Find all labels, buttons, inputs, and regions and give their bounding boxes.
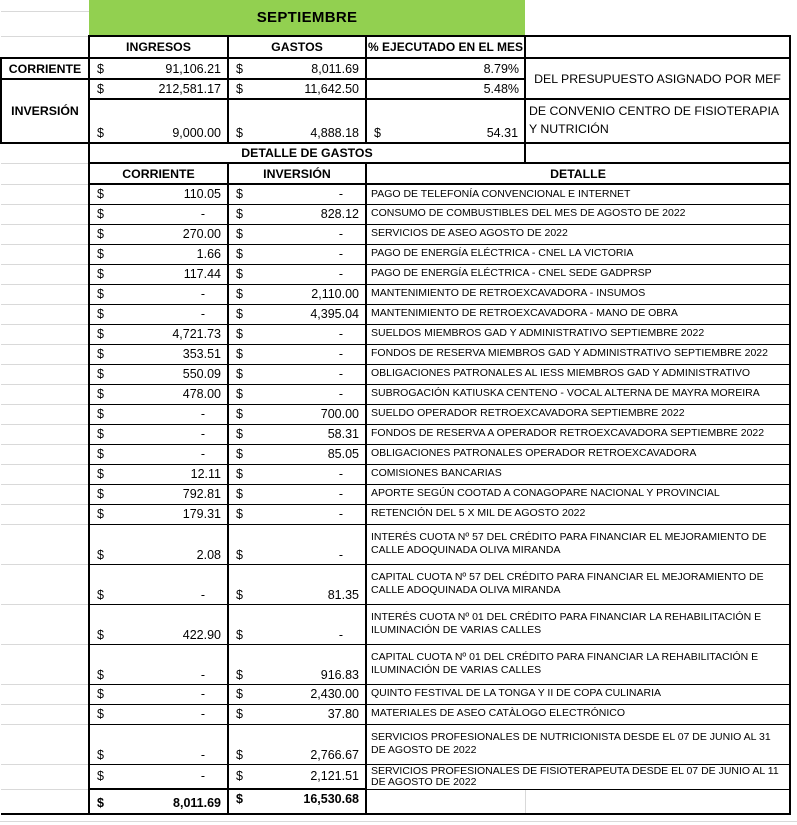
amount-value: 792.81 [182,487,221,501]
detail-description-cell[interactable]: CAPITAL CUOTA Nº 01 DEL CRÉDITO PARA FINANCIAR LA REHABILITACIÓN E ILUMINACIÓN DE VARIAS CALLES [366,644,790,684]
amount-value: - [338,327,343,341]
detail-description-cell[interactable]: RETENCIÓN DEL 5 X MIL DE AGOSTO 2022 [366,504,790,524]
detail-row [1,684,790,704]
currency-symbol: $ [236,747,243,762]
amount-value: 85.05 [327,447,359,461]
corriente-ejecutado-cell[interactable]: 8.79% [366,58,525,79]
amount-value: - [338,387,343,401]
amount-value: - [338,487,343,501]
gutter-cell[interactable] [1,364,89,384]
amount-value: - [200,687,205,701]
amount-value: - [338,187,343,202]
gutter-cell[interactable] [1,304,89,324]
inversion-mef-gastos-cell[interactable] [228,79,366,99]
detail-row [1,184,790,204]
detail-corriente-amount-cell[interactable] [89,344,228,364]
currency-symbol: $ [97,126,104,140]
detail-inversion-amount-cell[interactable] [228,364,366,384]
currency-symbol: $ [236,427,243,441]
detail-inversion-amount-cell[interactable] [228,224,366,244]
amount-value: 12.11 [190,467,221,481]
detail-corriente-amount-cell[interactable] [89,444,228,464]
gastos-header-cell[interactable]: GASTOS [228,36,366,58]
detail-corriente-amount-cell[interactable] [89,424,228,444]
gutter-cell[interactable] [1,604,89,644]
detail-description-cell[interactable]: SERVICIOS DE ASEO AGOSTO DE 2022 [366,224,790,244]
currency-symbol: $ [236,587,243,602]
amount-value: 270.00 [182,227,221,241]
gutter-cell[interactable] [1,143,89,163]
currency-symbol: $ [236,769,243,784]
total-value: 8,011.69 [173,796,221,811]
currency-symbol: $ [97,267,104,281]
currency-symbol: $ [97,207,104,221]
detail-inversion-amount-cell[interactable] [228,684,366,704]
gutter-cell[interactable] [1,36,89,58]
detail-detalle-header-cell[interactable]: DETALLE [366,163,790,184]
amount-value: 2.08 [196,547,221,562]
amount-value: - [200,447,205,461]
currency-symbol: $ [236,187,243,202]
gutter-cell[interactable] [1,163,89,184]
inversion-row-label[interactable]: INVERSIÓN [1,79,89,143]
detail-description-cell[interactable]: PAGO DE TELEFONÍA CONVENCIONAL E INTERNET [366,184,790,204]
currency-symbol: $ [236,227,243,241]
detail-corriente-amount-cell[interactable] [89,644,228,684]
detail-inversion-amount-cell[interactable] [228,264,366,284]
detail-description-cell[interactable]: CONSUMO DE COMBUSTIBLES DEL MES DE AGOSTO DE 2022 [366,204,790,224]
detail-inversion-amount-cell[interactable] [228,524,366,564]
detail-description-cell[interactable]: QUINTO FESTIVAL DE LA TONGA Y II DE COPA CULINARIA [366,684,790,704]
gutter-cell[interactable] [1,324,89,344]
currency-symbol: $ [97,796,104,811]
amount-value: 2,110.00 [311,287,359,301]
detail-description-cell[interactable]: PAGO DE ENERGÍA ELÉCTRICA - CNEL LA VICTORIA [366,244,790,264]
gutter-cell[interactable] [1,484,89,504]
currency-symbol: $ [97,587,104,602]
amount-value: - [338,507,343,521]
detail-inversion-amount-cell[interactable] [228,184,366,204]
gutter-cell[interactable] [1,564,89,604]
detail-corriente-amount-cell[interactable] [89,504,228,524]
gutter-cell[interactable] [1,724,89,764]
amount-value: 8,011.69 [311,61,359,76]
gutter-cell[interactable] [1,464,89,484]
detail-inversion-amount-cell[interactable] [228,444,366,464]
currency-symbol: $ [97,347,104,361]
inversion-convenio-gastos-cell[interactable] [228,99,366,143]
month-header-cell[interactable]: SEPTIEMBRE [89,0,525,36]
detail-inversion-amount-cell[interactable] [228,324,366,344]
detail-corriente-amount-cell[interactable] [89,724,228,764]
currency-symbol: $ [97,487,104,501]
amount-value: 37.80 [327,707,359,721]
detail-inversion-amount-cell[interactable] [228,564,366,604]
currency-symbol: $ [97,407,104,421]
detail-corriente-amount-cell[interactable] [89,244,228,264]
gutter-cell[interactable] [1,244,89,264]
detail-inversion-amount-cell[interactable] [228,484,366,504]
amount-value: - [200,769,205,784]
detail-inversion-amount-cell[interactable] [228,344,366,364]
detail-description-cell[interactable]: APORTE SEGÚN COOTAD A CONAGOPARE NACIONAL Y PROVINCIAL [366,484,790,504]
amount-value: - [338,467,343,481]
detail-inversion-amount-cell[interactable] [228,704,366,724]
currency-symbol: $ [97,327,104,341]
currency-symbol: $ [236,467,243,481]
gutter-cell[interactable] [1,704,89,724]
detail-inversion-amount-cell[interactable] [228,284,366,304]
total-inversion-cell[interactable] [228,789,366,814]
detail-row [1,204,790,224]
currency-symbol: $ [97,707,104,721]
detail-row [1,384,790,404]
corriente-ingresos-cell[interactable] [89,58,228,79]
detail-corriente-amount-cell[interactable] [89,764,228,789]
currency-symbol: $ [236,707,243,721]
currency-symbol: $ [236,407,243,421]
detail-description-cell[interactable]: INTERÉS CUOTA Nº 01 DEL CRÉDITO PARA FINANCIAR LA REHABILITACIÓN E ILUMINACIÓN DE VARIAS CALLES [366,604,790,644]
detail-row [1,444,790,464]
currency-symbol: $ [236,627,243,642]
amount-value: - [338,227,343,241]
detail-description-cell[interactable]: CAPITAL CUOTA Nº 57 DEL CRÉDITO PARA FINANCIAR EL MEJORAMIENTO DE CALLE ADOQUINADA OLIVA MIRANDA [366,564,790,604]
totals-blank-cell[interactable] [366,789,790,814]
total-value: 16,530.68 [303,792,359,807]
gutter-cell[interactable] [1,524,89,564]
blank-bordered-cell[interactable] [525,36,790,58]
amount-value: 179.31 [182,507,221,521]
amount-value: 4,395.04 [310,307,359,321]
currency-symbol: $ [97,547,104,562]
detail-inversion-amount-cell[interactable] [228,764,366,789]
detail-description-cell[interactable]: SUELDO OPERADOR RETROEXCAVADORA SEPTIEMBRE 2022 [366,404,790,424]
currency-symbol: $ [97,447,104,461]
detail-inversion-amount-cell[interactable] [228,424,366,444]
gutter-cell[interactable] [1,264,89,284]
detail-description-cell[interactable]: OBLIGACIONES PATRONALES OPERADOR RETROEXCAVADORA [366,444,790,464]
detail-description-cell[interactable]: FONDOS DE RESERVA A OPERADOR RETROEXCAVADORA SEPTIEMBRE 2022 [366,424,790,444]
detail-inversion-amount-cell[interactable] [228,464,366,484]
currency-symbol: $ [97,82,104,96]
detail-inversion-amount-cell[interactable] [228,244,366,264]
blank-cell[interactable] [525,143,790,163]
currency-symbol: $ [374,126,381,140]
amount-value: 11,642.50 [304,82,359,96]
inversion-mef-ingresos-cell[interactable] [89,79,228,99]
detail-description-cell[interactable]: MATERIALES DE ASEO CATÀLOGO ELECTRÓNICO [366,704,790,724]
currency-symbol: $ [236,61,243,76]
amount-value: 916.83 [320,667,359,682]
ingresos-header-cell[interactable]: INGRESOS [89,36,228,58]
detail-description-cell[interactable]: PAGO DE ENERGÍA ELÉCTRICA - CNEL SEDE GADPRSP [366,264,790,284]
gutter-cell[interactable] [1,424,89,444]
gutter-cell[interactable] [1,404,89,424]
gutter-cell[interactable] [1,764,89,789]
summary-header-row [1,36,790,58]
currency-symbol: $ [236,347,243,361]
gutter-cell[interactable] [1,384,89,404]
detail-corriente-amount-cell[interactable] [89,564,228,604]
currency-symbol: $ [236,547,243,562]
amount-value: - [200,207,205,221]
currency-symbol: $ [236,367,243,381]
amount-value: - [338,627,343,642]
detail-row [1,224,790,244]
gutter-cell[interactable] [1,224,89,244]
currency-symbol: $ [97,61,104,76]
detail-row [1,324,790,344]
currency-symbol: $ [236,327,243,341]
detail-corriente-amount-cell[interactable] [89,604,228,644]
detail-corriente-amount-cell[interactable] [89,284,228,304]
detail-row [1,644,790,684]
month-header-row [1,0,790,36]
detail-row [1,304,790,324]
detail-row [1,244,790,264]
detail-description-cell[interactable]: SUELDOS MIEMBROS GAD Y ADMINISTRATIVO SEPTIEMBRE 2022 [366,324,790,344]
detail-description-cell[interactable]: MANTENIMIENTO DE RETROEXCAVADORA - MANO DE OBRA [366,304,790,324]
detail-corriente-amount-cell[interactable] [89,324,228,344]
detail-row [1,464,790,484]
currency-symbol: $ [236,126,243,140]
amount-value: 700.00 [320,407,359,421]
details-title-cell[interactable]: DETALLE DE GASTOS [89,143,525,163]
currency-symbol: $ [97,627,104,642]
detail-corriente-amount-cell[interactable] [89,524,228,564]
currency-symbol: $ [97,427,104,441]
amount-value: - [338,347,343,361]
detail-description-cell[interactable]: SUBROGACIÓN KATIUSKA CENTENO - VOCAL ALTERNA DE MAYRA MOREIRA [366,384,790,404]
detail-row [1,564,790,604]
detail-row [1,504,790,524]
sheet-gridline [0,821,797,822]
amount-value: 2,766.67 [310,747,359,762]
detail-inversion-amount-cell[interactable] [228,724,366,764]
currency-symbol: $ [236,487,243,501]
detail-row [1,604,790,644]
inversion-convenio-ingresos-cell[interactable] [89,99,228,143]
amount-value: - [338,267,343,281]
currency-symbol: $ [236,287,243,301]
detail-corriente-amount-cell[interactable] [89,684,228,704]
detail-description-cell[interactable]: INTERÉS CUOTA Nº 57 DEL CRÉDITO PARA FINANCIAR EL MEJORAMIENTO DE CALLE ADOQUINADA OLIVA MIRANDA [366,524,790,564]
amount-value: 550.09 [182,367,221,381]
detail-row [1,764,790,789]
detail-row [1,724,790,764]
currency-symbol: $ [236,82,243,96]
detail-description-cell[interactable]: FONDOS DE RESERVA MIEMBROS GAD Y ADMINISTRATIVO SEPTIEMBRE 2022 [366,344,790,364]
detail-row [1,484,790,504]
detail-corriente-amount-cell[interactable] [89,204,228,224]
detail-inversion-header-cell[interactable]: INVERSIÓN [228,163,366,184]
gutter-cell[interactable] [1,0,89,36]
currency-symbol: $ [236,792,243,807]
amount-value: - [200,587,205,602]
currency-symbol: $ [97,687,104,701]
currency-symbol: $ [236,667,243,682]
inversion-convenio-row [1,99,790,143]
currency-symbol: $ [97,367,104,381]
detail-inversion-amount-cell[interactable] [228,504,366,524]
detail-row [1,284,790,304]
amount-value: - [338,367,343,381]
amount-value: - [200,307,205,321]
amount-value: - [200,747,205,762]
totals-row [1,789,790,814]
detail-inversion-amount-cell[interactable] [228,404,366,424]
amount-value: 1.66 [196,247,221,261]
amount-value: 212,581.17 [158,82,221,96]
gutter-cell[interactable] [1,184,89,204]
detail-corriente-amount-cell[interactable] [89,404,228,424]
amount-value: 2,430.00 [310,687,359,701]
detail-row [1,424,790,444]
detail-corriente-amount-cell[interactable] [89,224,228,244]
total-corriente-cell[interactable] [89,789,228,814]
currency-symbol: $ [97,769,104,784]
blank-cell[interactable] [525,0,790,36]
detail-inversion-amount-cell[interactable] [228,204,366,224]
currency-symbol: $ [97,467,104,481]
gutter-cell[interactable] [1,644,89,684]
detail-row [1,704,790,724]
detail-inversion-amount-cell[interactable] [228,604,366,644]
gutter-cell[interactable] [1,789,89,814]
amount-value: 110.05 [183,187,221,202]
amount-value: - [200,287,205,301]
amount-value: 117.44 [183,267,221,281]
amount-value: 9,000.00 [172,126,221,140]
currency-symbol: $ [97,507,104,521]
detail-corriente-amount-cell[interactable] [89,304,228,324]
gutter-cell[interactable] [1,204,89,224]
detail-corriente-amount-cell[interactable] [89,704,228,724]
detail-description-cell[interactable]: MANTENIMIENTO DE RETROEXCAVADORA - INSUMOS [366,284,790,304]
detail-corriente-header-cell[interactable]: CORRIENTE [89,163,228,184]
amount-value: 54.31 [486,126,519,140]
convenio-note-cell[interactable]: DE CONVENIO CENTRO DE FISIOTERAPIA Y NUTRICIÓN [525,99,790,143]
detail-description-cell[interactable]: COMISIONES BANCARIAS [366,464,790,484]
gutter-cell[interactable] [1,504,89,524]
amount-value: - [200,707,205,721]
amount-value: 4,721.73 [172,327,221,341]
currency-symbol: $ [97,747,104,762]
amount-value: 478.00 [182,387,221,401]
detail-corriente-amount-cell[interactable] [89,464,228,484]
currency-symbol: $ [236,267,243,281]
detail-row [1,524,790,564]
amount-value: 353.51 [182,347,221,361]
currency-symbol: $ [236,507,243,521]
detail-description-cell[interactable]: SERVICIOS PROFESIONALES DE FISIOTERAPEUTA DESDE EL 07 DE JUNIO AL 11 DE AGOSTO DE 2022 [366,764,790,789]
currency-symbol: $ [97,387,104,401]
amount-value: - [200,667,205,682]
detail-corriente-amount-cell[interactable] [89,484,228,504]
currency-symbol: $ [97,247,104,261]
amount-value: 2,121.51 [310,769,359,784]
gutter-cell[interactable] [1,444,89,464]
amount-value: - [200,407,205,421]
detail-row [1,344,790,364]
detail-corriente-amount-cell[interactable] [89,264,228,284]
inversion-mef-ejecutado-cell[interactable]: 5.48% [366,79,525,99]
gutter-cell[interactable] [1,284,89,304]
detail-inversion-amount-cell[interactable] [228,304,366,324]
detail-corriente-amount-cell[interactable] [89,184,228,204]
currency-symbol: $ [97,667,104,682]
amount-value: - [200,427,205,441]
corriente-summary-row [1,58,790,79]
currency-symbol: $ [236,207,243,221]
currency-symbol: $ [236,687,243,701]
corriente-gastos-cell[interactable] [228,58,366,79]
detail-corriente-amount-cell[interactable] [89,364,228,384]
detail-description-cell[interactable]: SERVICIOS PROFESIONALES DE NUTRICIONISTA DESDE EL 07 DE JUNIO AL 31 DE AGOSTO DE 2022 [366,724,790,764]
mef-note-cell[interactable]: DEL PRESUPUESTO ASIGNADO POR MEF [525,58,790,99]
detail-inversion-amount-cell[interactable] [228,384,366,404]
currency-symbol: $ [97,187,104,202]
amount-value: 4,888.18 [310,126,359,140]
amount-value: - [338,547,343,562]
amount-value: 422.90 [182,627,221,642]
currency-symbol: $ [236,447,243,461]
currency-symbol: $ [97,287,104,301]
ejecutado-header-cell[interactable]: % EJECUTADO EN EL MES [366,36,525,58]
detail-corriente-amount-cell[interactable] [89,384,228,404]
detail-row [1,264,790,284]
detail-row [1,404,790,424]
amount-value: 91,106.21 [165,61,221,76]
gutter-cell[interactable] [1,684,89,704]
gutter-cell[interactable] [1,344,89,364]
inversion-convenio-ejecutado-cell[interactable] [366,99,525,143]
currency-symbol: $ [97,307,104,321]
currency-symbol: $ [236,247,243,261]
amount-value: 81.35 [327,587,359,602]
detail-row [1,364,790,384]
detail-description-cell[interactable]: OBLIGACIONES PATRONALES AL IESS MIEMBROS GAD Y ADMINISTRATIVO [366,364,790,384]
currency-symbol: $ [97,227,104,241]
amount-value: 58.31 [327,427,359,441]
currency-symbol: $ [236,387,243,401]
detail-inversion-amount-cell[interactable] [228,644,366,684]
currency-symbol: $ [236,307,243,321]
amount-value: - [338,247,343,261]
details-title-row [1,143,790,163]
amount-value: 828.12 [320,207,359,221]
details-header-row [1,163,790,184]
corriente-row-label[interactable]: CORRIENTE [1,58,89,79]
